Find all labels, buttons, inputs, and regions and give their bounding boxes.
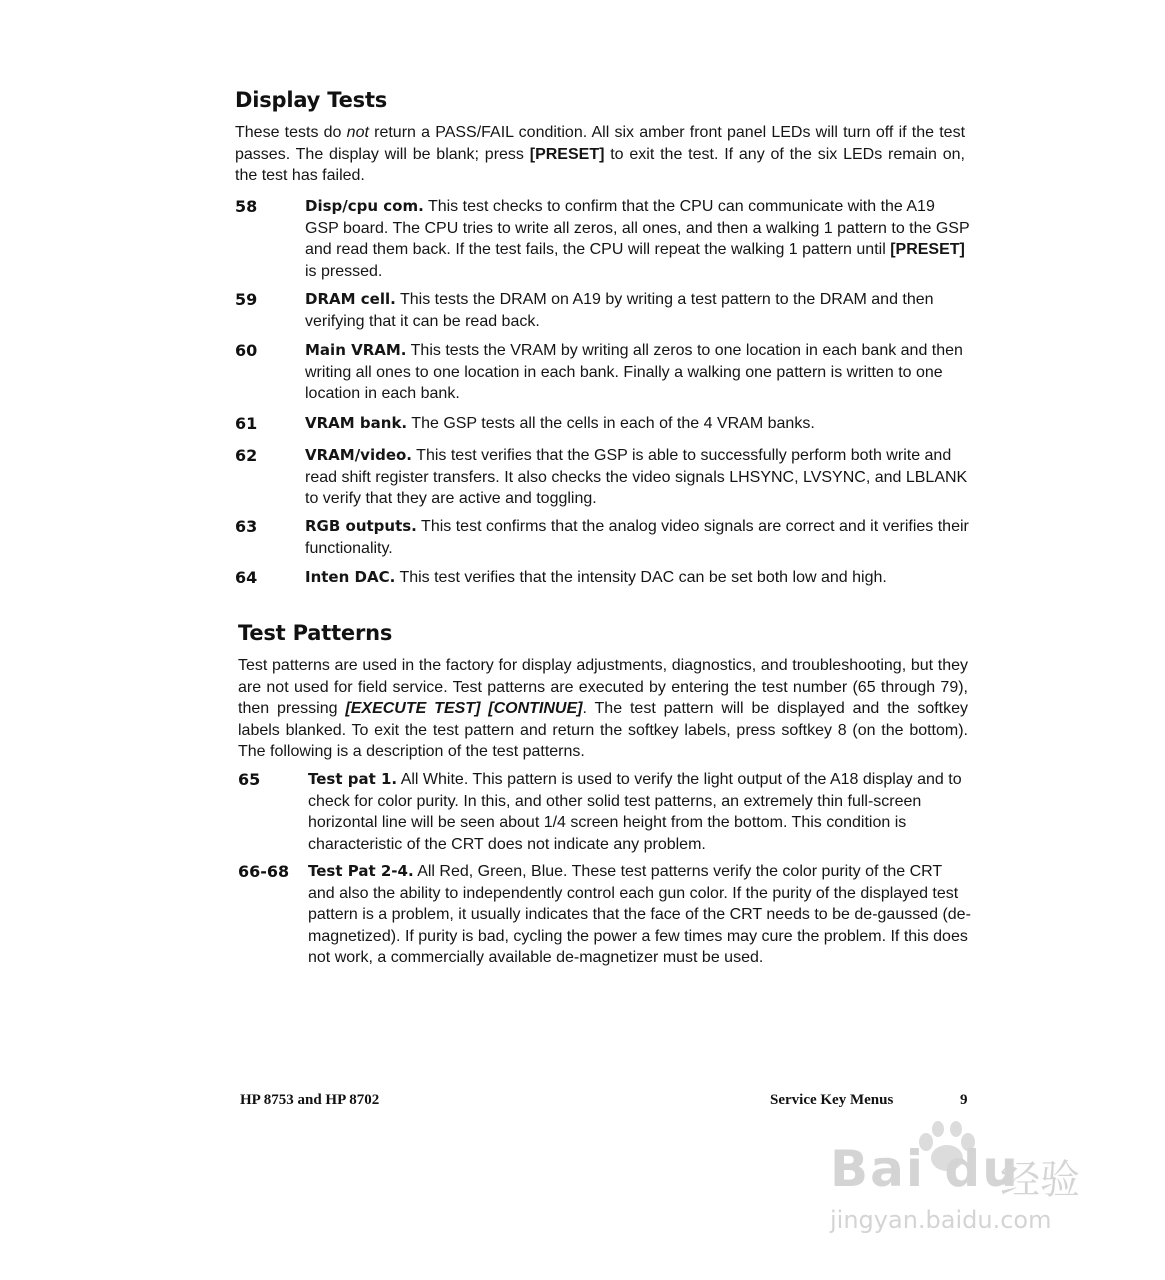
watermark-cn: 经验: [1000, 1157, 1080, 1203]
test-description: Disp/cpu com. This test checks to confirm that the CPU can communicate with the A19 GSP board. The CPU tries to write all zeros, all ones, and then a walking 1 pattern to the GSP and read them back. If the test fails, the CPU will repeat the walking 1 pattern until [PRESET] is pressed.: [305, 197, 970, 280]
test-description: Main VRAM. This tests the VRAM by writing all zeros to one location in each bank and then writing all ones to one location in each bank. Finally a walking one pattern is written to one location in each bank.: [305, 341, 963, 402]
test-description: Inten DAC. This test verifies that the intensity DAC can be set both low and high.: [305, 568, 887, 586]
watermark-brand: Bai du: [830, 1140, 1020, 1198]
test-number: 59: [235, 290, 258, 309]
test-description: Test Pat 2-4. All Red, Green, Blue. These test patterns verify the color purity of the CRT and also the ability to independently control each gun color. If the purity of the displayed test pattern is a problem, it usually indicates that the face of the CRT needs to be de-gaussed (de-magnetized). If purity is bad, cycling the power a few times may cure the problem. If this does not work, a commercially available de-magnetizer must be used.: [308, 862, 971, 966]
test-description: RGB outputs. This test confirms that the analog video signals are correct and it verifies their functionality.: [305, 517, 969, 557]
watermark-url: jingyan.baidu.com: [830, 1206, 1052, 1234]
test-description: Test pat 1. All White. This pattern is used to verify the light output of the A18 display and to check for color purity. In this, and other solid test patterns, an extremely thin full-screen horizontal line will be seen about 1/4 screen height from the bottom. This condition is characteristic of the CRT does not indicate any problem.: [308, 770, 962, 853]
display-tests-intro: These tests do not return a PASS/FAIL condition. All six amber front panel LEDs will turn off if the test passes. The display will be blank; press [PRESET] to exit the test. If any of the six LEDs remain on, the test has failed.: [235, 124, 966, 184]
test-number: 61: [235, 414, 258, 433]
test-number: 58: [235, 197, 258, 216]
test-number: 65: [238, 770, 261, 789]
page-number: 9: [960, 1092, 968, 1108]
baidu-watermark: [820, 1120, 1110, 1250]
test-description: DRAM cell. This tests the DRAM on A19 by writing a test pattern to the DRAM and then verifying that it can be read back.: [305, 290, 934, 330]
display-tests-heading: Display Tests: [235, 88, 388, 112]
test-number: 60: [235, 341, 258, 360]
test-number: 63: [235, 517, 258, 536]
test-patterns-heading: Test Patterns: [238, 621, 393, 645]
test-number: 66-68: [238, 862, 290, 881]
test-description: VRAM/video. This test verifies that the GSP is able to successfully perform both write and read shift register transfers. It also checks the video signals LHSYNC, LVSYNC, and LBLANK to verify that they are active and toggling.: [305, 446, 968, 507]
footer-title: HP 8753 and HP 8702: [240, 1092, 380, 1108]
test-number: 64: [235, 568, 258, 587]
test-number: 62: [235, 446, 258, 465]
test-patterns-intro: Test patterns are used in the factory for display adjustments, diagnostics, and troubleshooting, but they are not used for field service. Test patterns are executed by entering the test number (65 through 79), then pressing [EXECUTE TEST] [CONTINUE]. The test pattern will be displayed and the softkey labels blanked. To exit the test pattern and return the softkey labels, press softkey 8 (on the bottom). The following is a description of the test patterns.: [238, 657, 968, 760]
footer-section: Service Key Menus: [770, 1092, 894, 1108]
test-description: VRAM bank. The GSP tests all the cells in each of the 4 VRAM banks.: [305, 414, 815, 432]
